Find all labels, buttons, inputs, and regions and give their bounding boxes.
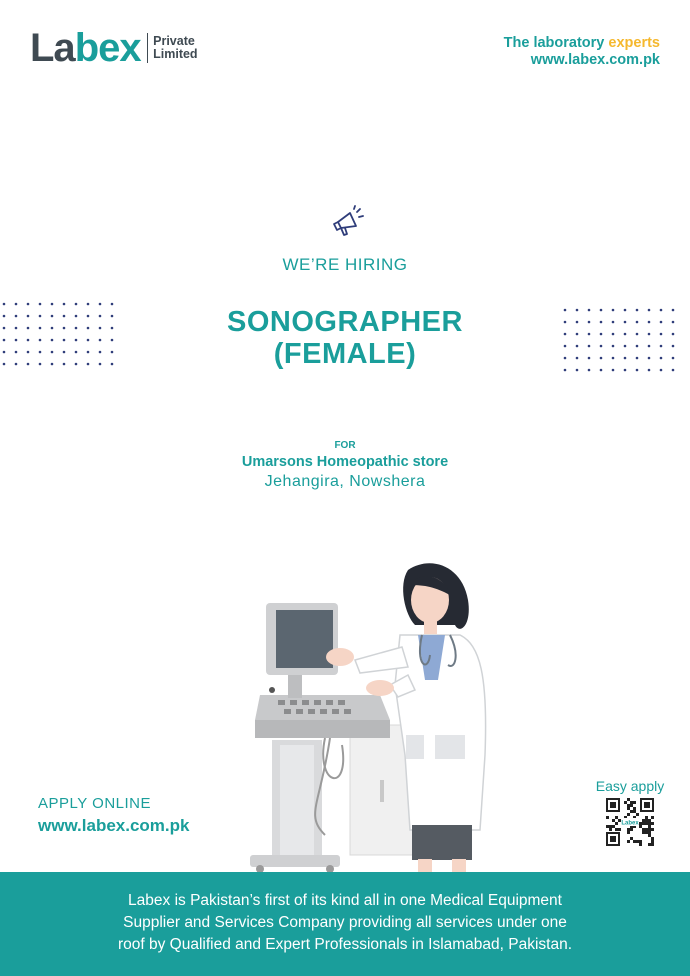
footer-banner <box>0 872 690 976</box>
decorative-dot <box>87 303 90 306</box>
company-logo <box>30 26 198 70</box>
decorative-dot <box>39 303 42 306</box>
decorative-dot <box>63 303 66 306</box>
footer-line2: Supplier and Services Company providing all services under one <box>123 914 567 931</box>
logo-divider <box>147 33 149 63</box>
footer-line3: roof by Qualified and Expert Professionals in Islamabad, Pakistan. <box>117 936 573 953</box>
apply-online-label: APPLY ONLINE <box>38 795 151 812</box>
easy-apply-label: Easy apply <box>595 778 665 794</box>
sonographer-illustration <box>230 555 510 873</box>
footer-description <box>0 872 690 956</box>
decorative-dot <box>51 303 54 306</box>
job-title <box>0 306 690 370</box>
job-title-line1: SONOGRAPHER <box>227 306 463 338</box>
decorative-dot <box>15 303 18 306</box>
apply-website-link[interactable]: www.labex.com.pk <box>38 816 190 835</box>
footer-line1: Labex is Pakistan’s first of its kind all in one Medical Equipment <box>128 892 562 909</box>
tagline-text: The laboratory <box>503 35 609 51</box>
decorative-dot <box>99 303 102 306</box>
qr-code[interactable] <box>606 798 654 846</box>
employer-location: Jehangira, Nowshera <box>264 473 426 490</box>
qr-logo-text: Labex <box>621 820 639 827</box>
logo-subtitle <box>153 35 197 61</box>
job-title-line2: (FEMALE) <box>273 338 417 370</box>
for-label: FOR <box>334 440 356 451</box>
header-website-link[interactable]: www.labex.com.pk <box>530 52 660 68</box>
logo-text-la: La <box>30 26 75 70</box>
megaphone-icon <box>330 205 364 239</box>
employer-name: Umarsons Homeopathic store <box>241 454 449 470</box>
logo-subtitle-line1: Private <box>153 34 195 48</box>
decorative-dot <box>75 303 78 306</box>
decorative-dot <box>111 303 114 306</box>
logo-subtitle-line2: Limited <box>153 47 198 61</box>
tagline-highlight: experts <box>608 35 660 51</box>
logo-text-bex: bex <box>74 26 141 70</box>
hiring-label: WE’RE HIRING <box>282 255 408 274</box>
header-tagline <box>504 35 660 69</box>
apply-section <box>38 795 189 836</box>
decorative-dot <box>3 303 6 306</box>
decorative-dot <box>27 303 30 306</box>
